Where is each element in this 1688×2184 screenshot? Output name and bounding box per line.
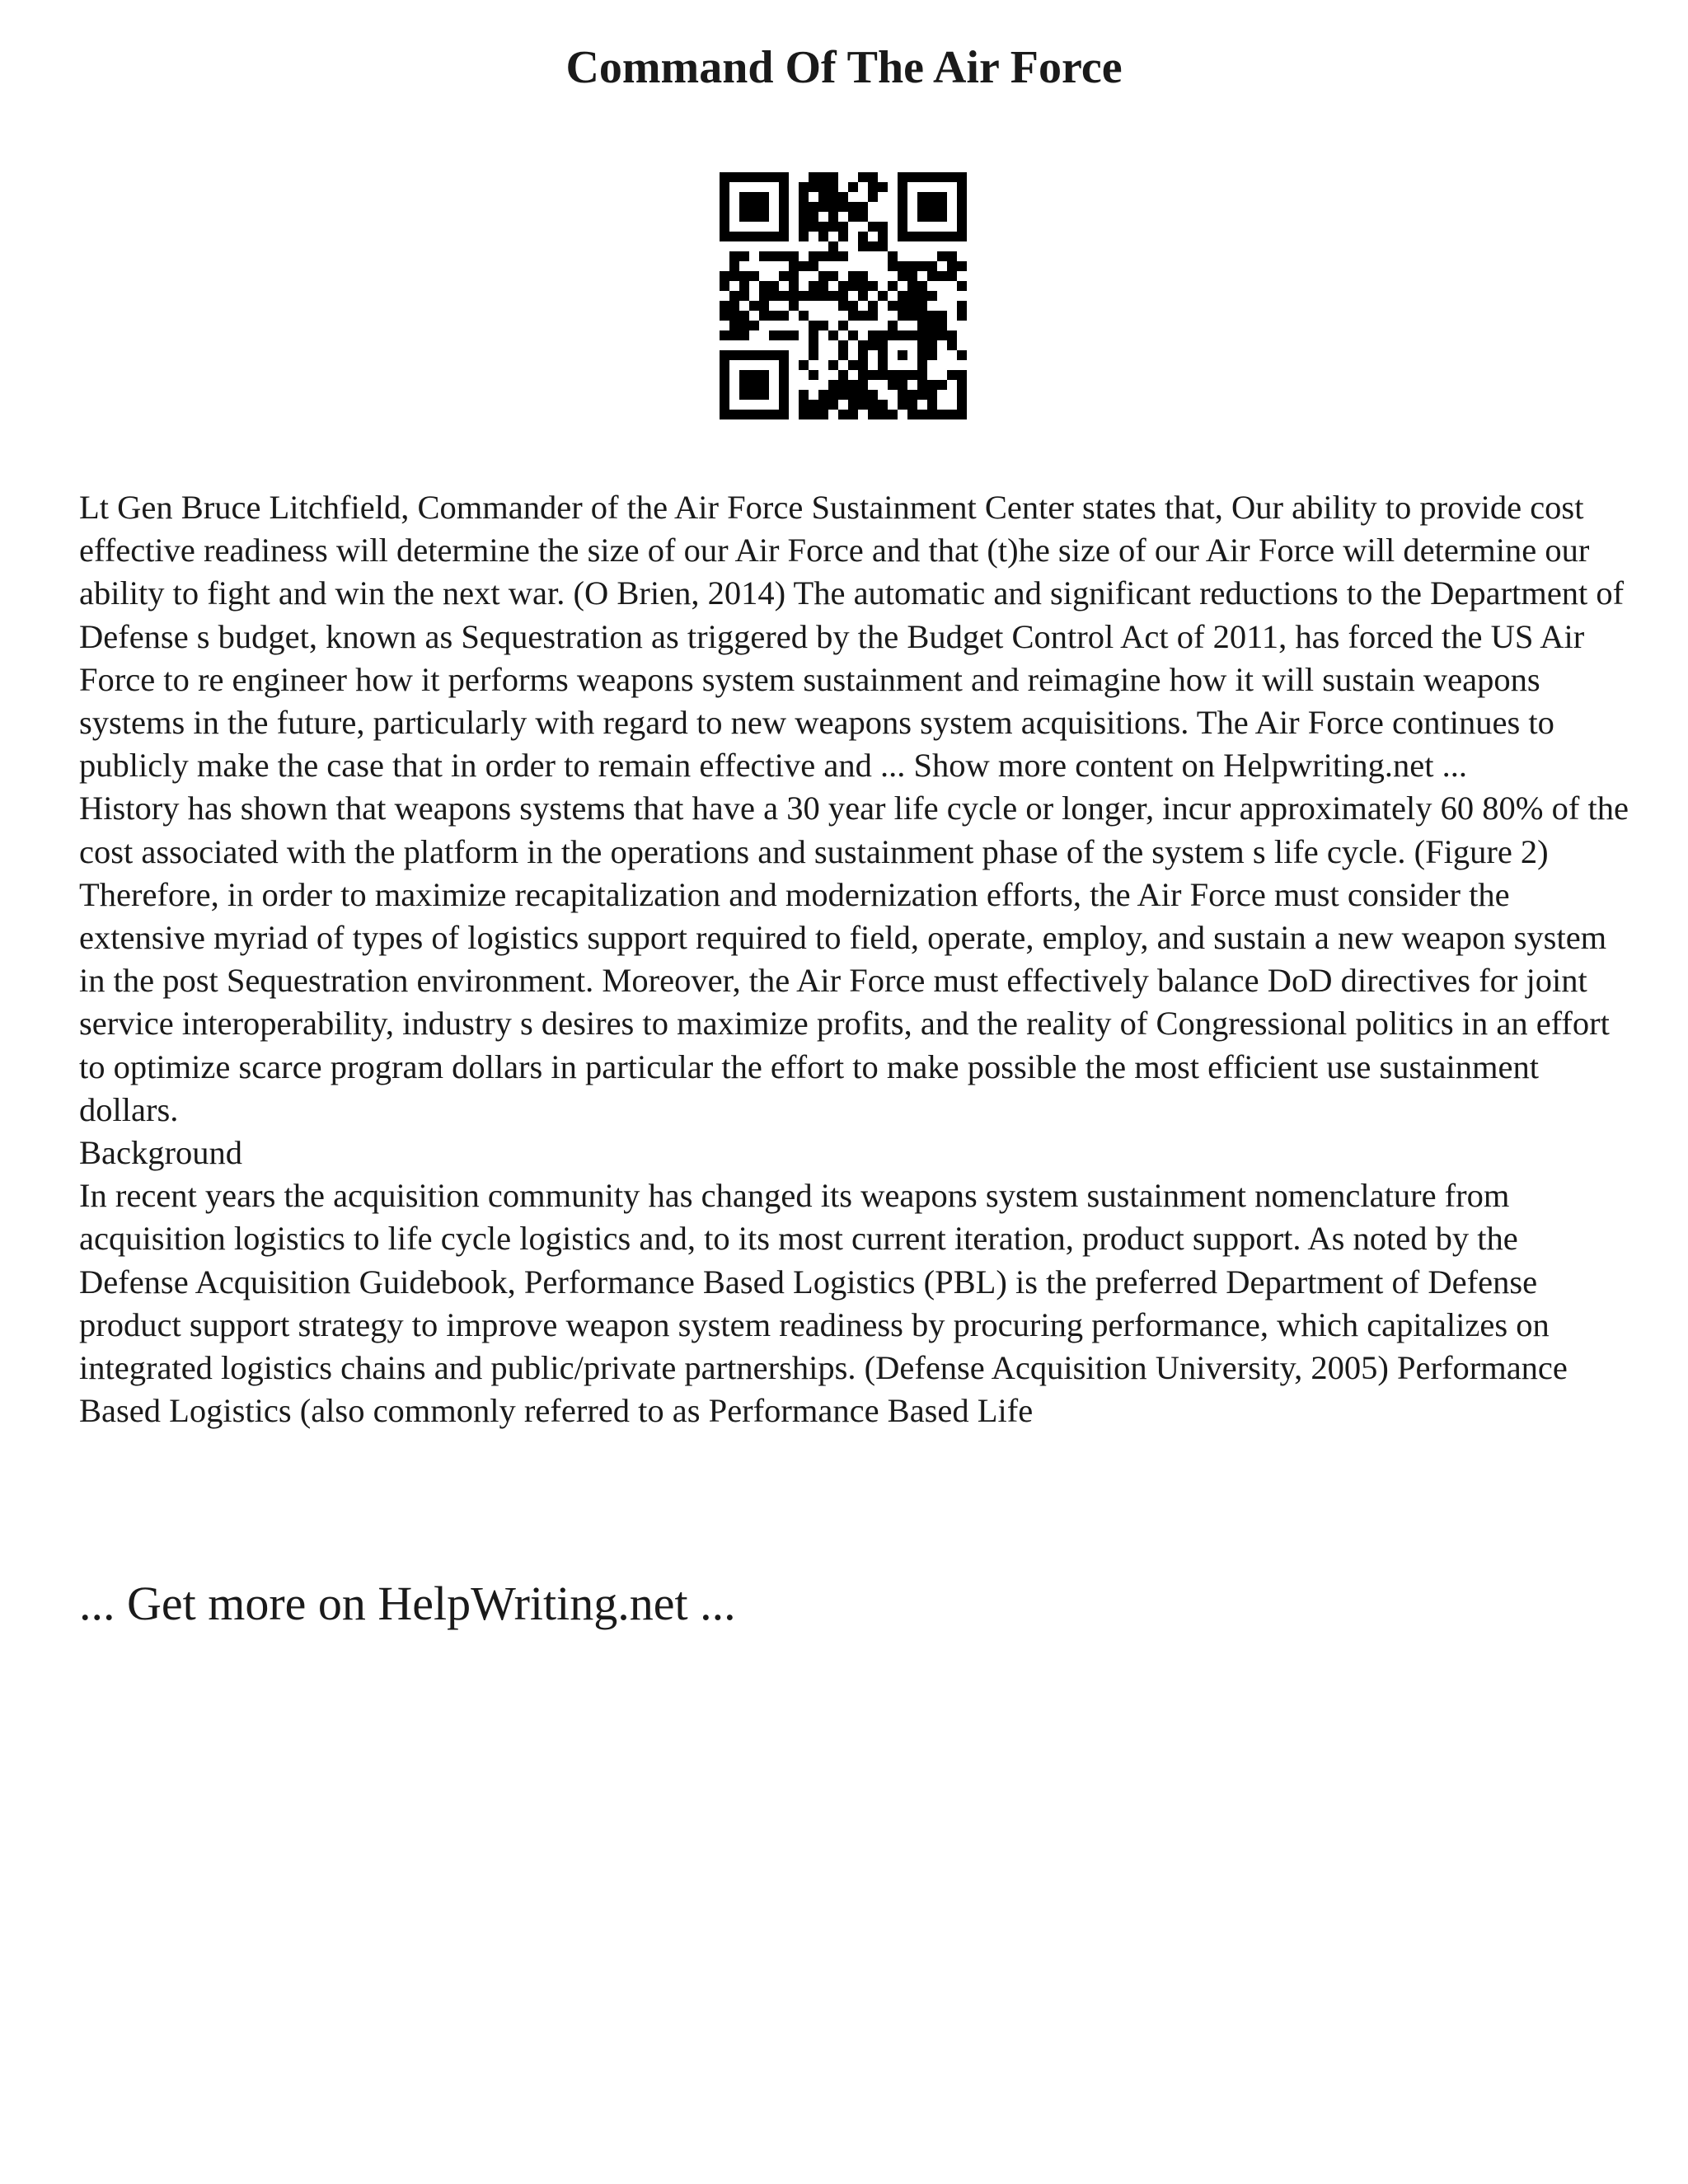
qr-module bbox=[838, 301, 848, 311]
qr-module bbox=[799, 261, 809, 271]
qr-module bbox=[799, 291, 809, 301]
qr-module bbox=[720, 301, 729, 311]
qr-module bbox=[838, 340, 848, 350]
qr-module bbox=[957, 380, 967, 390]
qr-module bbox=[809, 330, 818, 340]
qr-module bbox=[907, 291, 917, 301]
qr-module bbox=[927, 321, 937, 330]
qr-module bbox=[868, 281, 878, 291]
qr-module bbox=[818, 222, 828, 232]
qr-module bbox=[838, 251, 848, 261]
qr-module bbox=[799, 222, 809, 232]
qr-module bbox=[848, 380, 858, 390]
qr-module bbox=[809, 202, 818, 212]
qr-module bbox=[779, 251, 789, 261]
qr-module bbox=[789, 271, 799, 281]
qr-module bbox=[927, 390, 937, 400]
qr-module bbox=[828, 192, 838, 202]
article-body bbox=[79, 486, 1629, 1432]
qr-module bbox=[878, 410, 888, 419]
paragraph-history: History has shown that weapons systems that have a 30 year life cycle or longer, incur approximately 60 80% of the cost associated with the platform in the operations and sustainment phase of the system s life cycle. (Figure 2) Therefore, in order to maximize recapitalization and modernization efforts, the Air Force must consider the extensive myriad of types of logistics support required to field, operate, employ, and sustain a new weapon system in the post Sequestration environment. Moreover, the Air Force must effectively balance DoD directives for joint service interoperability, industry s desires to maximize profits, and the reality of Congressional politics in an effort to optimize scarce program dollars in particular the effort to make possible the most efficient use sustainment dollars. bbox=[79, 790, 1629, 1128]
qr-module bbox=[917, 390, 927, 400]
qr-module bbox=[838, 350, 848, 360]
qr-module bbox=[769, 311, 779, 321]
qr-module bbox=[957, 261, 967, 271]
qr-module bbox=[789, 261, 799, 271]
qr-module bbox=[917, 291, 927, 301]
qr-module bbox=[809, 400, 818, 410]
qr-module bbox=[739, 291, 749, 301]
qr-module bbox=[809, 172, 818, 182]
qr-module bbox=[799, 232, 809, 241]
qr-module bbox=[818, 390, 828, 400]
qr-module bbox=[927, 330, 937, 340]
qr-module bbox=[947, 271, 957, 281]
qr-module bbox=[858, 340, 868, 350]
qr-module bbox=[818, 291, 828, 301]
qr-module bbox=[927, 291, 937, 301]
qr-module bbox=[838, 321, 848, 330]
qr-module bbox=[799, 311, 809, 321]
qr-module bbox=[937, 271, 947, 281]
qr-module bbox=[868, 241, 878, 251]
qr-module bbox=[838, 380, 848, 390]
get-more-link[interactable]: ... Get more on HelpWriting.net ... bbox=[79, 1577, 736, 1630]
qr-module bbox=[858, 370, 868, 380]
qr-module bbox=[818, 182, 828, 192]
qr-module bbox=[878, 291, 888, 301]
qr-module bbox=[848, 301, 858, 311]
qr-module bbox=[888, 321, 898, 330]
qr-module bbox=[907, 311, 917, 321]
qr-module bbox=[858, 271, 868, 281]
qr-module bbox=[898, 291, 907, 301]
qr-module bbox=[907, 390, 917, 400]
qr-module bbox=[917, 311, 927, 321]
qr-module bbox=[769, 330, 779, 340]
qr-module bbox=[809, 212, 818, 222]
qr-module bbox=[898, 400, 907, 410]
qr-module bbox=[729, 311, 739, 321]
qr-module bbox=[799, 400, 809, 410]
qr-module bbox=[858, 172, 868, 182]
qr-module bbox=[848, 410, 858, 419]
qr-module bbox=[957, 410, 967, 419]
qr-module bbox=[749, 321, 759, 330]
qr-module bbox=[858, 241, 868, 251]
qr-module bbox=[868, 182, 878, 192]
qr-module bbox=[858, 311, 868, 321]
qr-module bbox=[907, 410, 917, 419]
qr-module bbox=[809, 251, 818, 261]
qr-module bbox=[868, 340, 878, 350]
qr-module bbox=[888, 380, 898, 390]
qr-module bbox=[848, 202, 858, 212]
qr-module bbox=[878, 182, 888, 192]
qr-module bbox=[888, 261, 898, 271]
qr-module bbox=[799, 202, 809, 212]
qr-module bbox=[720, 330, 729, 340]
qr-module bbox=[917, 281, 927, 291]
qr-module bbox=[749, 301, 759, 311]
qr-module bbox=[828, 330, 838, 340]
qr-module bbox=[838, 281, 848, 291]
qr-module bbox=[898, 271, 907, 281]
qr-module bbox=[729, 330, 739, 340]
qr-module bbox=[858, 202, 868, 212]
qr-module bbox=[888, 251, 898, 261]
qr-module bbox=[779, 311, 789, 321]
qr-module bbox=[759, 281, 769, 291]
qr-module bbox=[858, 360, 868, 370]
qr-module bbox=[927, 350, 937, 360]
qr-module bbox=[957, 400, 967, 410]
qr-module bbox=[838, 222, 848, 232]
qr-module bbox=[789, 281, 799, 291]
qr-module bbox=[878, 241, 888, 251]
qr-module bbox=[858, 281, 868, 291]
qr-module bbox=[818, 271, 828, 281]
qr-module bbox=[818, 192, 828, 202]
qr-module bbox=[888, 301, 898, 311]
qr-module bbox=[759, 301, 769, 311]
qr-module bbox=[917, 410, 927, 419]
qr-module bbox=[759, 251, 769, 261]
qr-module bbox=[937, 330, 947, 340]
qr-module bbox=[868, 400, 878, 410]
qr-module bbox=[907, 261, 917, 271]
qr-module bbox=[927, 261, 937, 271]
qr-module bbox=[848, 390, 858, 400]
qr-module bbox=[799, 192, 809, 202]
qr-module bbox=[729, 291, 739, 301]
qr-module bbox=[917, 321, 927, 330]
qr-module bbox=[848, 182, 858, 192]
qr-module bbox=[858, 350, 868, 360]
qr-module bbox=[818, 281, 828, 291]
qr-module bbox=[828, 390, 838, 400]
qr-module bbox=[848, 281, 858, 291]
qr-module bbox=[809, 261, 818, 271]
qr-module bbox=[729, 271, 739, 281]
qr-module bbox=[957, 370, 967, 380]
qr-module bbox=[907, 301, 917, 311]
qr-module bbox=[848, 360, 858, 370]
qr-module bbox=[799, 182, 809, 192]
qr-module bbox=[828, 172, 838, 182]
qr-module bbox=[947, 330, 957, 340]
qr-module bbox=[789, 291, 799, 301]
qr-module bbox=[799, 390, 809, 400]
qr-module bbox=[878, 222, 888, 232]
qr-module bbox=[818, 400, 828, 410]
qr-module bbox=[720, 281, 729, 291]
qr-module bbox=[888, 281, 898, 291]
qr-module bbox=[838, 390, 848, 400]
qr-module bbox=[868, 311, 878, 321]
qr-module bbox=[729, 251, 739, 261]
qr-module bbox=[809, 370, 818, 380]
qr-module bbox=[809, 281, 818, 291]
qr-module bbox=[927, 380, 937, 390]
qr-module bbox=[858, 212, 868, 222]
qr-module bbox=[838, 232, 848, 241]
qr-module bbox=[898, 390, 907, 400]
qr-module bbox=[957, 281, 967, 291]
qr-module bbox=[917, 301, 927, 311]
qr-module bbox=[779, 271, 789, 281]
qr-code-icon bbox=[720, 172, 967, 419]
qr-module bbox=[828, 182, 838, 192]
qr-module bbox=[828, 271, 838, 281]
qr-module bbox=[828, 291, 838, 301]
qr-module bbox=[898, 380, 907, 390]
qr-module bbox=[868, 390, 878, 400]
qr-module bbox=[789, 251, 799, 261]
qr-module bbox=[739, 321, 749, 330]
qr-module bbox=[818, 321, 828, 330]
qr-module bbox=[789, 330, 799, 340]
qr-module bbox=[828, 212, 838, 222]
qr-module bbox=[799, 212, 809, 222]
qr-module bbox=[957, 350, 967, 360]
qr-module bbox=[848, 400, 858, 410]
qr-module bbox=[878, 400, 888, 410]
qr-module bbox=[828, 360, 838, 370]
qr-module bbox=[809, 291, 818, 301]
qr-module bbox=[868, 410, 878, 419]
qr-module bbox=[878, 232, 888, 241]
qr-module bbox=[828, 202, 838, 212]
qr-module bbox=[809, 350, 818, 360]
qr-module bbox=[868, 192, 878, 202]
qr-module bbox=[907, 271, 917, 281]
qr-module bbox=[927, 311, 937, 321]
qr-module bbox=[838, 202, 848, 212]
qr-module bbox=[739, 251, 749, 261]
qr-module bbox=[809, 340, 818, 350]
qr-module bbox=[868, 222, 878, 232]
section-heading-background: Background bbox=[79, 1134, 242, 1172]
qr-module bbox=[739, 271, 749, 281]
qr-module bbox=[809, 222, 818, 232]
qr-module bbox=[858, 390, 868, 400]
qr-module bbox=[809, 182, 818, 192]
qr-module bbox=[809, 321, 818, 330]
qr-module bbox=[818, 202, 828, 212]
qr-module bbox=[957, 301, 967, 311]
qr-module bbox=[818, 232, 828, 241]
qr-module bbox=[739, 311, 749, 321]
qr-module bbox=[759, 311, 769, 321]
qr-module bbox=[809, 410, 818, 419]
qr-module bbox=[818, 172, 828, 182]
qr-module bbox=[769, 251, 779, 261]
qr-module bbox=[927, 271, 937, 281]
qr-module bbox=[898, 311, 907, 321]
qr-module bbox=[769, 291, 779, 301]
qr-module bbox=[927, 400, 937, 410]
qr-module bbox=[799, 410, 809, 419]
qr-module bbox=[789, 301, 799, 311]
qr-module bbox=[848, 330, 858, 340]
qr-module bbox=[769, 281, 779, 291]
qr-module bbox=[947, 261, 957, 271]
qr-module bbox=[848, 311, 858, 321]
qr-module bbox=[729, 321, 739, 330]
qr-module bbox=[917, 261, 927, 271]
qr-module bbox=[898, 261, 907, 271]
qr-module bbox=[858, 291, 868, 301]
qr-module bbox=[898, 301, 907, 311]
qr-module bbox=[779, 330, 789, 340]
qr-module bbox=[947, 340, 957, 350]
qr-module bbox=[957, 390, 967, 400]
qr-module bbox=[957, 311, 967, 321]
qr-module bbox=[868, 172, 878, 182]
qr-module bbox=[888, 410, 898, 419]
qr-module bbox=[838, 370, 848, 380]
qr-module bbox=[937, 380, 947, 390]
qr-module bbox=[848, 271, 858, 281]
qr-module bbox=[720, 271, 729, 281]
qr-module bbox=[858, 380, 868, 390]
qr-module bbox=[739, 330, 749, 340]
qr-module bbox=[828, 222, 838, 232]
qr-module bbox=[729, 261, 739, 271]
qr-module bbox=[828, 251, 838, 261]
qr-module bbox=[937, 251, 947, 261]
qr-module bbox=[838, 410, 848, 419]
qr-module bbox=[937, 410, 947, 419]
qr-module bbox=[818, 251, 828, 261]
qr-module bbox=[739, 281, 749, 291]
qr-module bbox=[937, 311, 947, 321]
qr-module bbox=[927, 340, 937, 350]
qr-module bbox=[947, 251, 957, 261]
qr-module bbox=[799, 360, 809, 370]
qr-module bbox=[828, 380, 838, 390]
qr-module bbox=[917, 380, 927, 390]
qr-module bbox=[937, 321, 947, 330]
qr-module bbox=[858, 400, 868, 410]
qr-module bbox=[759, 291, 769, 301]
qr-module bbox=[729, 301, 739, 311]
qr-module bbox=[907, 400, 917, 410]
qr-module bbox=[848, 212, 858, 222]
qr-module bbox=[838, 192, 848, 202]
qr-module bbox=[749, 271, 759, 281]
qr-module bbox=[947, 370, 957, 380]
qr-module bbox=[907, 281, 917, 291]
qr-module bbox=[868, 370, 878, 380]
qr-module bbox=[947, 410, 957, 419]
qr-module bbox=[779, 291, 789, 301]
qr-module bbox=[818, 410, 828, 419]
qr-module bbox=[828, 400, 838, 410]
qr-module bbox=[838, 291, 848, 301]
qr-module bbox=[868, 301, 878, 311]
qr-module bbox=[828, 241, 838, 251]
paragraph-background: In recent years the acquisition community has changed its weapons system sustainment nomenclature from acquisition logistics to life cycle logistics and, to its most current iteration, product support. As noted by the Defense Acquisition Guidebook, Performance Based Logistics (PBL) is the preferred Department of Defense product support strategy to improve weapon system readiness by procuring performance, which capitalizes on integrated logistics chains and public/private partnerships. (Defense Acquisition University, 2005) Performance Based Logistics (also commonly referred to as Performance Based Life bbox=[79, 1177, 1568, 1430]
page-title: Command Of The Air Force bbox=[565, 42, 1123, 93]
qr-module bbox=[868, 330, 878, 340]
qr-module bbox=[858, 232, 868, 241]
paragraph-intro: Lt Gen Bruce Litchfield, Commander of the Air Force Sustainment Center states that, Our ability to provide cost effective readiness will determine the size of our Air Force and that (t)he size of our Air Force will determine our ability to fight and win the next war. (O Brien, 2014) The automatic and significant reductions to the Department of Defense s budget, known as Sequestration as triggered by the Budget Control Act of 2011, has forced the US Air Force to re engineer how it performs weapons system sustainment and reimagine how it will sustain weapons systems in the future, particularly with regard to new weapons system acquisitions. The Air Force continues to publicly make the case that in order to remain effective and ... Show more content on Helpwriting.net ... bbox=[79, 489, 1625, 785]
qr-module bbox=[720, 311, 729, 321]
qr-module bbox=[927, 410, 937, 419]
